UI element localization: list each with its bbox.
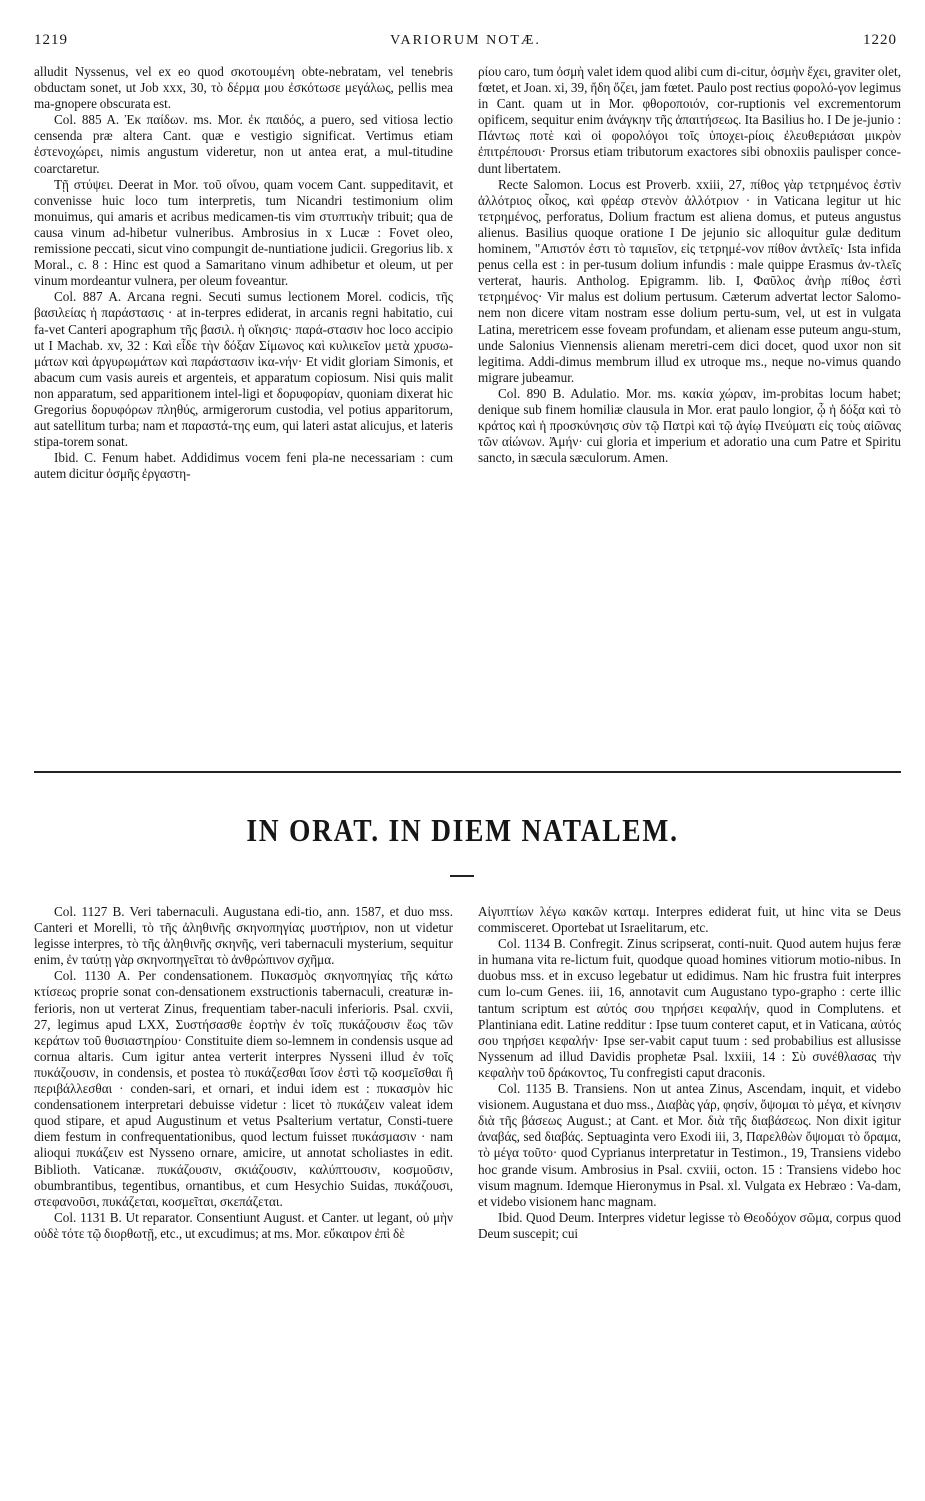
paragraph: Col. 890 B. Adulatio. Mor. ms. κακία χώραν, im-probitas locum habet; denique sub finem homiliæ clausula in Mor. erat paulo longior, ᾧ ἡ δόξα καὶ τὸ κράτος καὶ ἡ προσκύνησις σὺν τῷ Πατρὶ καὶ τῷ ἁγίῳ Πνεύματι εἰς τοὺς αἰῶνας τῶν αἰώνων. Ἀμήν· cui gloria et imperium et adoratio una cum Patre et Spiritu sancto, in sæcula sæculorum. Amen. xyxy=(478,385,901,466)
top-right-column xyxy=(478,64,901,466)
paragraph: alludit Nyssenus, vel ex eo quod σκοτουμένη obte-nebratam, vel tenebris obductam sonet, ut Job xxx, 30, τὸ δέρμα μου ἐσκότωσε μεγάλως, pellis mea ma-gnopere obscurata est. xyxy=(34,64,453,112)
title-dash xyxy=(450,875,474,877)
paragraph: Τῇ στύψει. Deerat in Mor. τοῦ οἴνου, quam vocem Cant. suppeditavit, et convenisse huic loco tum interpretis, tum Nicandri testimonium olim monuimus, qui amaris et acribus medicamen-tis vim στυπτικὴν tribuit; qua de causa vinum ad-hibetur vulneribus. Ambrosius in x Lucæ : Fovet oleo, remissione peccati, sicut vino compungit de-nuntiatione judicii. Gregorius lib. x Moral., c. 8 : Hinc est quod a Samaritano vinum adhibetur et oleum, ut per vinum mordeantur vulnera, per oleum foveantur. xyxy=(34,176,453,289)
paragraph: Col. 885 A. Ἐκ παίδων. ms. Mor. ἐκ παιδός, a puero, sed vitiosa lectio censenda præ altera Cant. quæ e vestigio significat. Vertimus etiam ἐστενοχώρει, nimis angustum videretur, non ut antea erat, a mul-titudine coarctaretur. xyxy=(34,112,453,176)
page-number-right: 1220 xyxy=(863,32,897,48)
bottom-left-column xyxy=(34,904,453,1242)
bottom-right-column xyxy=(478,904,901,1242)
paragraph: Ibid. Quod Deum. Interpres videtur legisse τὸ Θεοδόχον σῶμα, corpus quod Deum suscepit; cui xyxy=(478,1209,901,1241)
paragraph: Col. 887 A. Arcana regni. Secuti sumus lectionem Morel. codicis, τῆς βασιλείας ἡ παράστασις · at in-terpres ediderat, in arcanis regni habitatio, cui fa-vet Canteri apographum τῆς βασιλ. ἡ οἴκησις· παρά-στασιν hoc loco accipio ut I Machab. xv, 32 : Καὶ εἶδε τὴν δόξαν Σίμωνος καὶ κυλικεῖον μετὰ χρυσω-μάτων καὶ ἀργυρωμάτων καὶ παράστασιν ἱκα-νήν· Et vidit gloriam Simonis, et abacum cum vasis aureis et argenteis, et apparatum copiosum. Nisi quis malit non apparatum, sed apparitionem intel-ligi et δορυφορίαν, quoniam dixerat hic Gregorius δορυφόρων πληθύς, armigerorum custodia, vel potius apparitorum, aut satellitum turba; nam et παραστά-της eum, qui lateri astat alicujus, et lateris stipa-torem sonat. xyxy=(34,289,453,450)
section-divider xyxy=(34,771,901,773)
paragraph: Col. 1127 B. Veri tabernaculi. Augustana edi-tio, ann. 1587, et duo mss. Canteri et Morelli, τὸ τῆς ἀληθινῆς σκηνοπηγίας μυστήριον, non ut videtur legisse interpres, τὸ τῆς ἀληθινῆς σκηνῆς, veri tabernaculi mysterium, sequitur enim, ἐν ταύτῃ γὰρ σκηνοπηγεῖται τὸ ἀνθρώπινον σχῆμα. xyxy=(34,904,453,968)
top-left-column xyxy=(34,64,453,482)
running-header xyxy=(34,32,897,54)
paragraph: Ibid. C. Fenum habet. Addidimus vocem feni pla-ne necessariam : cum autem dicitur ὀσμῆς ἐργαστη- xyxy=(34,450,453,482)
paragraph: ρίου caro, tum ὀσμὴ valet idem quod alibi cum di-citur, ὀσμὴν ἔχει, graviter olet, fœtet, et Joan. xi, 39, ἤδη ὄζει, jam fœtet. Paulo post rectius φορολό-γον legimus in Cant. quam ut in Mor. φθοροποιόν, cor-ruptionis vel excrementorum opificem, sequitur enim ἀνάγκην τῆς ἀπαιτήσεως. Ita Basilius ho. I De je-junio : Πάντως ποτὲ καὶ οἱ φορολόγοι τοῖς ὑποχει-ρίοις ἐλευθεριάσαι μικρὸν ἐπιτρέπουσι· Prorsus etiam tributorum exactores sibi obnoxiis paulisper conce-dunt libertatem. xyxy=(478,64,901,176)
running-title: VARIORUM NOTÆ. xyxy=(390,33,541,48)
paragraph: Col. 1131 B. Ut reparator. Consentiunt August. et Canter. ut legant, οὐ μὴν οὐδὲ τότε τῷ διορθωτῇ, etc., ut excudimus; at ms. Mor. εὔκαιρον ἐπὶ δὲ xyxy=(34,1209,453,1241)
paragraph: Recte Salomon. Locus est Proverb. xxiii, 27, πίθος γὰρ τετρημένος ἐστὶν ἀλλότριος οἶκος, καὶ φρέαρ στενὸν ἀλλότριον · in Vaticana legitur ut hic τετρημένος, perforatus, Dolium fractum est aliena domus, et puteus angustus alienus. Basilius quoque oratione I De jejunio sic alloquitur gulæ deditum hominem, "Απιστόν ἐστι τὸ ταμιεῖον, εἰς τετρημέ-νον πίθον ἀντλεῖς· Ista infida penus cella est : in per-tusum dolium infundis : male quippe Erasmus ἀν-τλεῖς verterat, hauris. Antholog. Epigramm. lib. I, Φαῦλος ἀνὴρ πίθος ἐστὶ τετρημένος· Vir malus est dolium pertusum. Cæterum advertat lector Salomo-nem non dicere vitam nostram esse dolium pertu-sum, vel, ut est in vulgata Latina, meretricem esse foveam profundam, et alienam esse puteum angu-stum, unde Salonius Viennensis alienam meretri-cem dici docet, quod uxor non sit legitima. Addi-dimus membrum illud ex utroque ms., neque no-vimus quando migrare jubeamur. xyxy=(478,176,901,385)
paragraph: Col. 1134 B. Confregit. Zinus scripserat, conti-nuit. Quod autem hujus feræ in humana vita re-lictum fuit, quodque quoad homines vitiorum motio-nibus. In duobus mss. et in excuso legebatur ut edidimus. Nam hic frustra fuit interpres cum lo-cum Genes. iii, 16, annotavit cum Augustano typo-grapho : certe illic tantum scriptum est αὐτός σου τηρήσει κεφαλήν, quod in Complutens. et Plantiniana edit. Latine redditur : Ipse tuum conteret caput, et in Vaticana, αὐτός σου τηρήσει κεφαλήν· Ipse ser-vabit caput tuum : sed probabilius est allusisse Nyssenum ad illud Davidis prophetæ Psal. lxxiii, 14 : Σὺ συνέθλασας τὴν κεφαλὴν τοῦ δράκοντος, Tu confregisti caput draconis. xyxy=(478,936,901,1080)
paragraph: Col. 1130 A. Per condensationem. Πυκασμὸς σκηνοπηγίας τῆς κάτω κτίσεως proprie sonat con-densationem exstructionis tabernaculi, creaturæ in-ferioris, non ut verterat Zinus, frequentiam taber-naculi inferioris. Psal. cxvii, 27, legimus apud LXX, Συστήσασθε ἑορτὴν ἐν τοῖς πυκάζουσιν ἕως τῶν κεράτων τοῦ θυσιαστηρίου· Constituite diem so-lemnem in condensis usque ad cornua altaris. Cum igitur antea verterit interpres Nysseni illud ἐν τοῖς πυκάζουσιν, in condensis, et postea τὸ πυκάζεσθαι ἴσον ἐστὶ τῷ κοσμεῖσθαι ἢ περιβάλλεσθαι · conden-sari, et ornari, et indui idem est : πυκασμὸν hic condensationem interpretari debuisse videtur : licet τὸ πυκάζειν valeat idem quod stipare, et apud Augustinum et vetus Psalterium vertatur, Consti-tuere diem festum in confrequentationibus, quod lectum fuisset πυκάσμασιν · nam alioqui πυκάζειν est Nysseno ornare, amicire, ut annotat scholiastes in edit. Biblioth. Vaticanæ. πυκάζουσιν, σκιάζουσιν, καλύπτουσιν, κοσμοῦσιν, obumbrantibus, tegentibus, ornantibus, et cum Hesychio Suidas, πυκάζουσι, στεφανοῦσι, πυκάζεται, κοσμεῖται, σκεπάζεται. xyxy=(34,968,453,1209)
page-number-left: 1219 xyxy=(34,32,68,48)
paragraph: Col. 1135 B. Transiens. Non ut antea Zinus, Ascendam, inquit, et videbo visionem. Augustana et duo mss., Διαβὰς γάρ, φησίν, ὄψομαι τὸ μέγα, et κίνησιν διὰ τῆς βάσεως August.; at Cant. et Mor. διὰ τῆς διαβάσεως. Non dixit igitur ἀναβάς, sed διαβάς. Septuaginta vero Exodi iii, 3, Παρελθὼν ὄψομαι τὸ ὅραμα, τὸ μέγα τοῦτο· quod Cyprianus interpretatur in Testimon., 19, Transiens videbo hoc grande visum. Ambrosius in Psal. cxviii, octon. 15 : Transiens videbo hoc visum magnum. Idemque Hieronymus in Psal. xl. Vulgata ex Hebræo : Va-dam, et videbo visionem hanc magnam. xyxy=(478,1081,901,1209)
paragraph: Αἰγυπτίων λέγω κακῶν καταμ. Interpres ediderat fuit, ut hinc vita se Deus commisceret. Oportebat ut Israelitarum, etc. xyxy=(478,904,901,936)
section-title: IN ORAT. IN DIEM NATALEM. xyxy=(246,812,679,848)
